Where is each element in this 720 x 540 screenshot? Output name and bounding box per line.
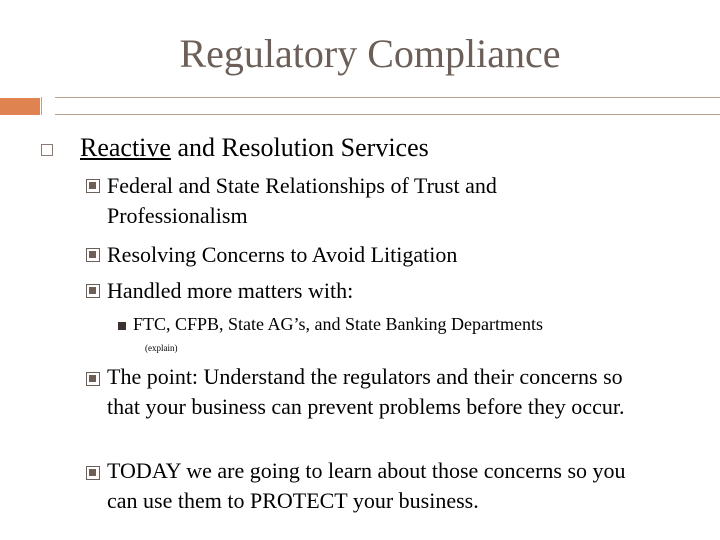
slide-title: Regulatory Compliance xyxy=(179,31,561,76)
bullet-1-line-2: Professionalism xyxy=(107,203,248,228)
square-bullet-icon xyxy=(86,372,100,386)
filled-square-bullet-icon xyxy=(118,322,126,330)
main-bullet xyxy=(80,133,429,163)
square-bullet-icon xyxy=(86,248,100,262)
title-accent-band xyxy=(55,97,720,115)
checkbox-bullet-icon xyxy=(41,144,53,156)
bullet-3: Handled more matters with: xyxy=(107,278,354,303)
point-2-line-2: can use them to PROTECT your business. xyxy=(107,488,479,513)
point-1-line-2: that your business can prevent problems before they occur. xyxy=(107,394,625,419)
bullet-1-line-1: Federal and State Relationships of Trust and xyxy=(107,173,497,198)
square-bullet-icon xyxy=(86,284,100,298)
square-bullet-icon xyxy=(86,466,100,480)
point-2-line-1: TODAY we are going to learn about those concerns so you xyxy=(107,458,626,483)
bullet-2: Resolving Concerns to Avoid Litigation xyxy=(107,242,458,267)
title-accent-divider xyxy=(0,97,42,115)
explain-note: (explain) xyxy=(145,343,178,353)
sub-bullet-agencies: FTC, CFPB, State AG’s, and State Banking Departments xyxy=(133,314,543,334)
main-bullet-underlined: Reactive xyxy=(80,133,171,162)
point-1-line-1: The point: Understand the regulators and their concerns so xyxy=(107,364,623,389)
square-bullet-icon xyxy=(86,179,100,193)
main-bullet-rest: and Resolution Services xyxy=(170,133,429,162)
